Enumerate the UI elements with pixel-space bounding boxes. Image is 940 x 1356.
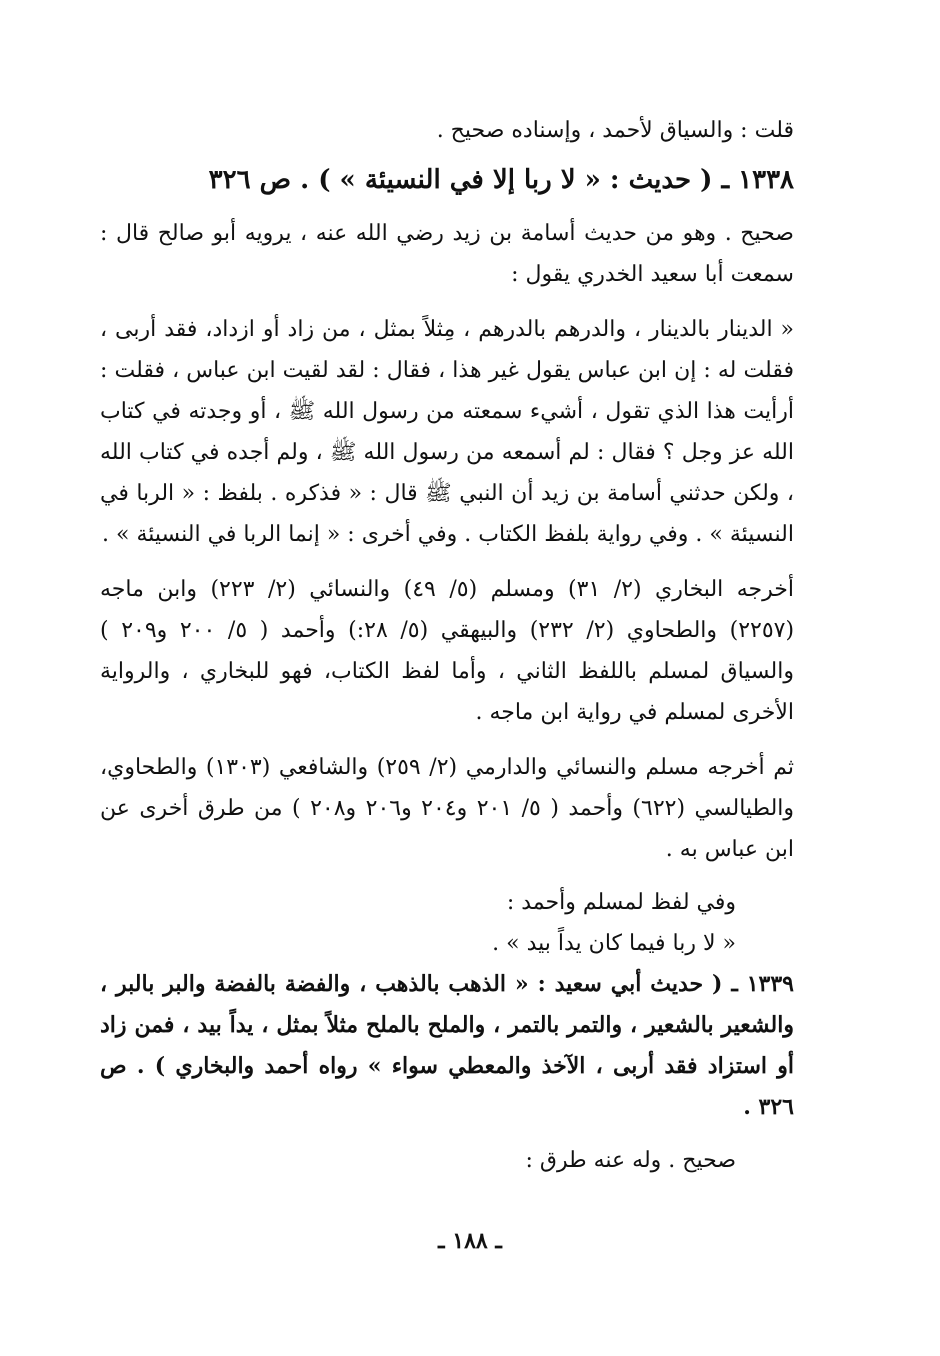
authentication-paragraph: صحيح . وهو من حديث أسامة بن زيد رضي الله عنه ، يرويه أبو صالح قال : سمعت أبا سعيد الخدري يقول : bbox=[100, 221, 794, 287]
hadith-heading-1339: ١٣٣٩ ـ ( حديث أبي سعيد : « الذهب بالذهب ، والفضة بالفضة والبر بالبر ، والشعير بالشعير ، والتمر بالتمر ، والملح بالملح مثلاً بمثل ، يداً بيد ، فمن زاد أو استزاد فقد أربى ، الآخذ والمعطي سواء » رواه أحمد والبخاري ) . ص ٣٢٦ . bbox=[100, 971, 794, 1120]
page-body bbox=[100, 110, 794, 1181]
hadith-heading-1338: ١٣٣٨ ـ ( حديث : « لا ربا إلا في النسيئة » ) . ص ٣٢٦ bbox=[208, 165, 794, 195]
page-number: ـ ١٨٨ ـ bbox=[438, 1228, 502, 1254]
takhrij-paragraph-2: ثم أخرجه مسلم والنسائي والدارمي (٢/ ٢٥٩) والشافعي (١٣٠٣) والطحاوي، والطيالسي (٦٢٢) وأحمد ( ٥/ ٢٠١ و٢٠٤ و٢٠٦ و٢٠٨ ) من طرق أخرى عن ابن عباس به . bbox=[100, 755, 795, 862]
closing-line: صحيح . وله عنه طرق : bbox=[525, 1148, 736, 1173]
narration-label: وفي لفظ لمسلم وأحمد : bbox=[506, 890, 736, 915]
takhrij-paragraph-1: أخرجه البخاري (٢/ ٣١) ومسلم (٥/ ٤٩) والنسائي (٢/ ٢٢٣) وابن ماجه (٢٢٥٧) والطحاوي (٢/ ٢٣٢) والبيهقي (٥/ ٢٨:) وأحمد ( ٥/ ٢٠٠ و٢٠٩ ) والسياق لمسلم باللفظ الثاني ، وأما لفظ الكتاب، فهو للبخاري ، والرواية الأخرى لمسلم في رواية ابن ماجه . bbox=[100, 577, 795, 725]
note-line: قلت : والسياق لأحمد ، وإسناده صحيح . bbox=[436, 118, 794, 143]
hadith-text-paragraph: « الدينار بالدينار ، والدرهم بالدرهم ، مِثلاً بمثل ، من زاد أو ازداد، فقد أربى ، فقلت له : إن ابن عباس يقول غير هذا ، فقال : لقد لقيت ابن عباس ، فقلت : أرأيت هذا الذي تقول ، أشيء سمعته من رسول الله ﷺ ، أو وجدته في كتاب الله عز وجل ؟ فقال : لم أسمعه من رسول الله ﷺ ، ولم أجده في كتاب الله ، ولكن حدثني أسامة بن زيد أن النبي ﷺ قال : « فذكره . بلفظ : « الربا في النسيئة » . وفي رواية بلفظ الكتاب . وفي أخرى : « إنما الربا في النسيئة » . bbox=[100, 317, 794, 547]
narration-quote: « لا ربا فيما كان يداً بيد » . bbox=[492, 931, 736, 956]
